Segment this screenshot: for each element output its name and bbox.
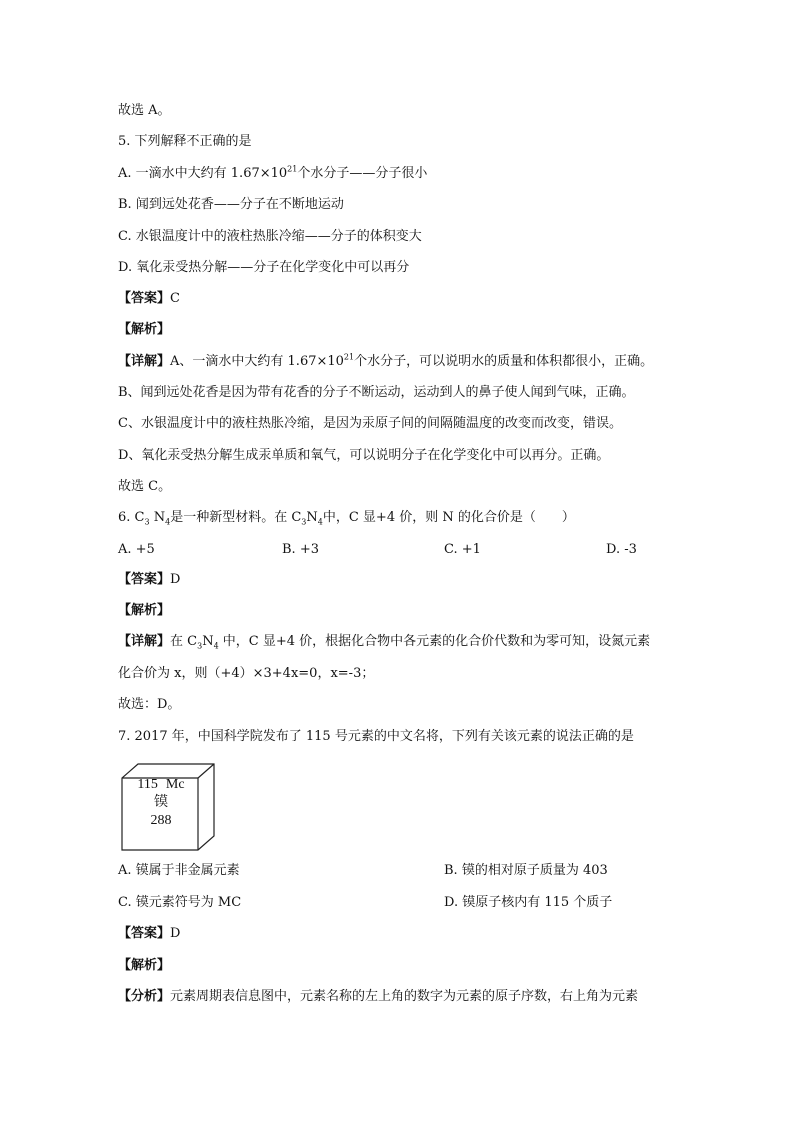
q5-detail-c: C、水银温度计中的液柱热胀冷缩，是因为汞原子间的间隔随温度的改变而改变，错误。 [118,416,622,431]
q7-option-a: A. 镆属于非金属元素 [118,863,240,878]
element-atomic-number: 115 [137,777,158,792]
q6-option-c: C. +1 [444,542,481,557]
element-symbol: Mc [165,777,185,792]
q5-option-a: A. 一滴水中大约有 $1.67\times 10^{21}$个水分子——分子很小 [118,164,428,181]
conclusion-d: 故选：D。 [118,697,181,712]
q7-option-b: B. 镆的相对原子质量为 403 [444,863,608,878]
q6-option-d: D. -3 [606,542,637,557]
q5-option-d: D. 氧化汞受热分解——分子在化学变化中可以再分 [118,260,410,275]
q6-detail-2: 化合价为 x，则（+4）×3+4x=0，x=-3； [118,666,375,681]
element-atomic-mass: 288 [150,813,172,828]
q5-detail-a: 【详解】A、一滴水中大约有 $1.67\times 10^{21}$个水分子，可以说明水的质量和体积都很小，正确。 [118,352,654,369]
element-card [120,762,216,852]
q7-answer: 【答案】D [118,926,181,941]
question-6: 6. $C_3$ $N_4$是一种新型材料。在 $C_3N_4$中，C 显+4 价，则 N 的化合价是（ ） [118,510,575,527]
q5-detail-d: D、氧化汞受热分解生成汞单质和氧气，可以说明分子在化学变化中可以再分。正确。 [118,448,610,463]
element-name: 镆 [154,795,168,810]
q5-option-c: C. 水银温度计中的液柱热胀冷缩——分子的体积变大 [118,229,422,244]
q5-analysis-heading: 【解析】 [118,322,171,337]
q6-analysis-heading: 【解析】 [118,603,171,618]
q6-answer: 【答案】D [118,572,181,587]
question-7: 7. 2017 年，中国科学院发布了 115 号元素的中文名将，下列有关该元素的说法正确的是 [118,729,634,744]
q5-answer: 【答案】C [118,291,180,306]
q6-option-a: A. +5 [118,542,155,557]
question-5: 5. 下列解释不正确的是 [118,134,252,149]
q5-detail-b: B、闻到远处花香是因为带有花香的分子不断运动，运动到人的鼻子使人闻到气味，正确。 [118,385,635,400]
q6-detail-1: 【详解】在 $C_3N_4$ 中，C 显+4 价，根据化合物中各元素的化合价代数和为零可知，设氮元素 [118,634,651,651]
conclusion-c: 故选 C。 [118,479,172,494]
q7-analysis-text: 【分析】元素周期表信息图中，元素名称的左上角的数字为元素的原子序数，右上角为元素 [118,989,639,1004]
q7-option-d: D. 镆原子核内有 115 个质子 [444,895,613,910]
q7-option-c: C. 镆元素符号为 MC [118,895,242,910]
q7-analysis-heading: 【解析】 [118,958,171,973]
conclusion-a: 故选 A。 [118,103,171,118]
q6-option-b: B. +3 [282,542,319,557]
q5-option-b: B. 闻到远处花香——分子在不断地运动 [118,197,344,212]
